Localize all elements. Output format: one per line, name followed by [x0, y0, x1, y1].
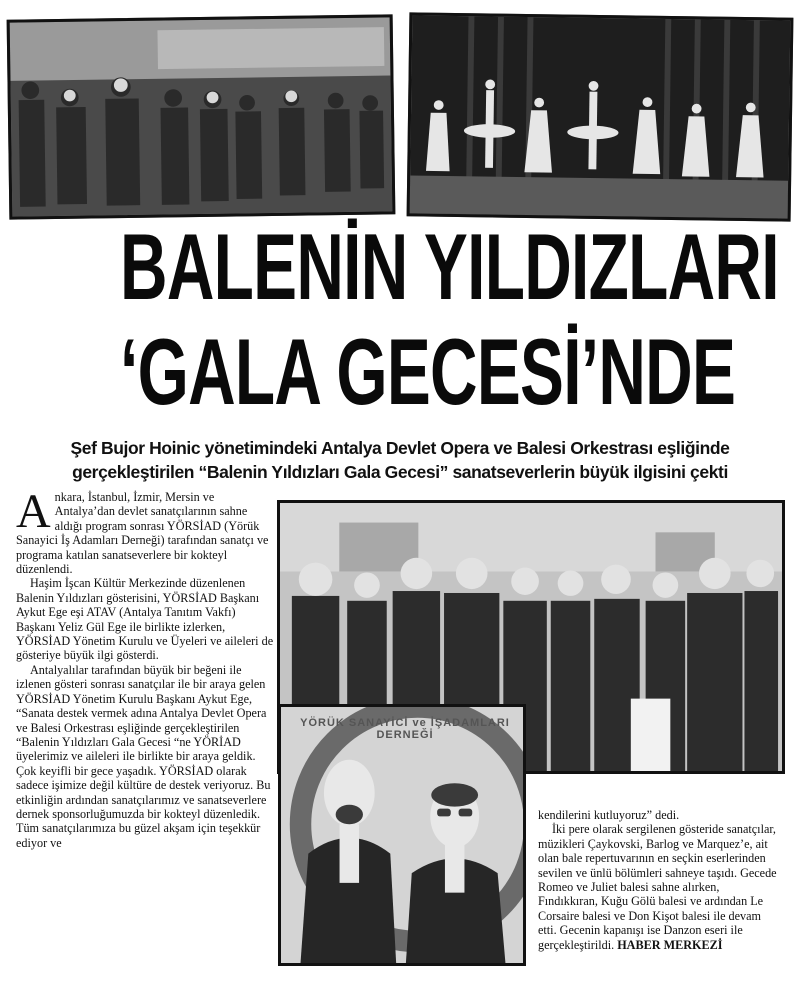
headline-line-1: BALENİN YILDIZLARI — [120, 214, 779, 319]
article-paragraph-2: Haşim İşcan Kültür Merkezinde düzenlenen Balenin Yıldızları gösterisini, YÖRSİAD Başkanı Aykut Ege eşi ATAV (Antalya Tanıtım Vakfı) Başkanı Yeliz Gül Ege ile birlikte izlerken, YÖRSİAD Yönetim Kurulu ve Üyeleri ve aileleri de gösteriye büyük ilgi gösterdi. — [16, 576, 274, 663]
article-paragraph-5: İki pere olarak sergilenen gösteride sanatçılar, müzikleri Çaykovski, Barlog ve Marquez’e, ait olan bale repertuvarının en seçkin eserlerinden sevilen ve ünlü bölümleri sahneye taşıdı. Gecede Romeo ve Juliet balesi sahne alırken, Fındıkkıran, Kuğu Gölü balesi ve ardından Le Corsaire balesi ve Don Kişot balesi ile devam etti. Gecenin kapanışı ise Danzon eseri ile gerçekleştirildi. HABER MERKEZİ — [538, 822, 777, 952]
article-column-2 — [538, 808, 782, 952]
photo-audience-applauding — [7, 14, 396, 219]
byline: HABER MERKEZİ — [617, 937, 723, 952]
article-paragraph-1: Ankara, İstanbul, İzmir, Mersin ve Antalya’dan devlet sanatçılarının sahne aldığı program sonrası YÖRSİAD (Yörük Sanayici İş Adamları Derneği) tarafından sanatçı ve programa katılan sanatseverlere bir kokteyl düzenlendi. — [16, 485, 269, 577]
banner-text: YÖRÜK SANAYİCİ ve İŞADAMLARI DERNEĞİ — [300, 717, 510, 741]
photo-two-men-banner — [278, 704, 526, 966]
drop-cap: A — [16, 485, 51, 538]
photo-ballet-stage — [407, 12, 794, 221]
article-column-1 — [16, 485, 274, 850]
headline-line-2: ‘GALA GECESİ’NDE — [120, 319, 736, 424]
subheadline — [8, 436, 792, 484]
subheadline-line-1: Şef Bujor Hoinic yönetimindeki Antalya Devlet Opera ve Balesi Orkestrası eşliğinde — [70, 438, 730, 458]
article-paragraph-4: kendilerini kutluyoruz” dedi. — [538, 808, 680, 822]
article-paragraph-3: Antalyalılar tarafından büyük bir beğeni ile izlenen gösteri sonrası sanatçılar ile bir araya gelen YÖRSİAD Yönetim Kurulu Başkanı Aykut Ege, “Sanata destek vermek adına Antalya Devlet Opera ve Balesi Orkestrası eşliğinde gerçekleştirilen “Balenin Yıldızları Gala Gecesi “ne YÖRİAD üyelerimiz ve aileleri ile birlikte bir araya geldik. Çok keyifli bir gece yaşadık. YÖRSİAD olarak sadece işimize değil kültüre de destek veriyoruz. Bu etkinliğin ardından sanatçılarımız ve sanatseverlere dernek sponsorluğumuzda bir kokteyl düzenledik. Tüm sanatçılarımıza bu güzel akşam için teşekkür ediyor ve — [16, 662, 271, 850]
subheadline-line-2: gerçekleştirilen “Balenin Yıldızları Gala Gecesi” sanatseverlerin büyük ilgisini çekti — [72, 462, 728, 482]
